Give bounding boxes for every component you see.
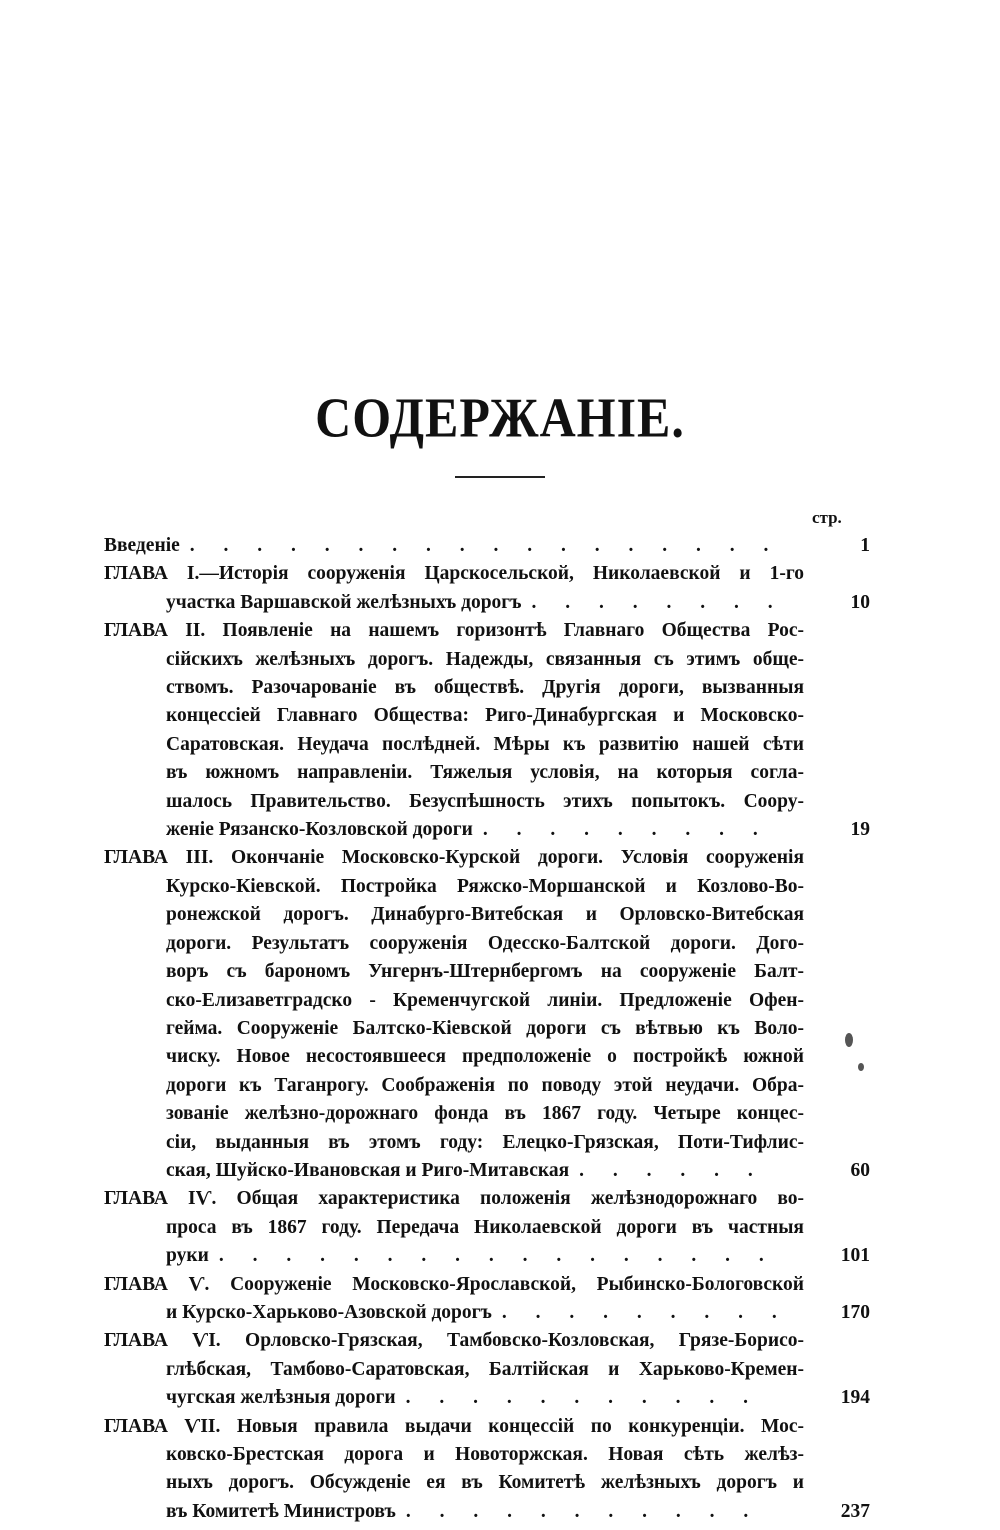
leader-dots (579, 1157, 776, 1185)
toc-entry-line: ковско-Брестская дорога и Новоторжская. Новая сѣть желѣз- (166, 1444, 804, 1465)
toc-entry-line: ская, Шуйско-Ивановская и Риго-Митавская (166, 1159, 570, 1181)
toc-page-number: 194 (840, 1387, 870, 1409)
leader-dots (219, 1242, 776, 1270)
toc-entry-line: воръ съ барономъ Унгернъ-Штернбергомъ на сооруженіе Балт- (166, 961, 804, 983)
leader-dots (502, 1299, 776, 1327)
toc-entry (104, 1327, 870, 1412)
toc-entry-line: ГЛАВА Ѵ. Сооруженіе Московско-Ярославской, Рыбинско-Бологовской (104, 1273, 804, 1295)
toc-entry (104, 1413, 870, 1527)
toc-entry-line: Саратовская. Неудача послѣдней. Мѣры къ развитію нашей сѣти (166, 733, 804, 755)
toc-entry (104, 532, 870, 560)
toc-entry-line: Курско-Кіевской. Постройка Ряжско-Моршанской и Козлово-Во- (166, 875, 804, 897)
leader-dots (190, 532, 776, 560)
leader-dots (406, 1498, 776, 1526)
toc-entry-line: ныхъ дорогъ. Обсужденіе ея въ Комитетѣ желѣзныхъ дорогъ и (166, 1472, 804, 1494)
toc-entry-line: дороги. Результатъ сооруженія Одесско-Балтской дороги. Дого- (166, 932, 804, 954)
toc-entry-line: чиску. Новое несостоявшееся предположеніе о постройкѣ южной (166, 1046, 804, 1068)
toc-entry-line: шалось Правительство. Безуспѣшность этихъ попытокъ. Соору- (166, 790, 804, 812)
toc-entry-line: руки (166, 1245, 209, 1267)
print-speck (845, 1033, 853, 1047)
toc-page-number: 19 (850, 819, 870, 841)
toc-entry-line: ГЛАВА ІІ. Появленіе на нашемъ горизонтѣ Главнаго Общества Рос- (104, 620, 804, 642)
toc-page-number: 101 (840, 1245, 870, 1267)
toc-entry-line: чугская желѣзныя дороги (166, 1387, 396, 1409)
toc-entry-line: ГЛАВА ІІІ. Окончаніе Московско-Курской дороги. Условія сооруженія (104, 847, 804, 869)
toc-entry (104, 1271, 870, 1328)
toc-entry-line: зованіе желѣзно-дорожнаго фонда въ 1867 году. Четыре концес- (166, 1103, 804, 1125)
toc-entry-line: проса въ 1867 году. Передача Николаевской дороги въ частныя (166, 1216, 804, 1238)
leader-dots (483, 816, 776, 844)
print-speck (858, 1063, 864, 1071)
toc-entry-line: въ южномъ направленіи. Тяжелыя условія, на которыя согла- (166, 762, 804, 784)
toc-entry-line: гейма. Сооруженіе Балтско-Кіевской дороги съ вѣтвью къ Воло- (166, 1017, 804, 1039)
leader-dots (532, 589, 776, 617)
toc-entry-line: ГЛАВА ѴІІ. Новыя правила выдачи концессій по конкуренціи. Мос- (104, 1415, 804, 1437)
table-of-contents (104, 532, 870, 1526)
toc-entry-line: ГЛАВА ѴІ. Орловско-Грязская, Тамбовско-Козловская, Грязе-Борисо- (104, 1330, 804, 1352)
page-column-label: стр. (812, 508, 842, 527)
toc-entry-line: участка Варшавской желѣзныхъ дорогъ (166, 591, 522, 613)
leader-dots (406, 1384, 776, 1412)
toc-entry-line: дороги къ Таганрогу. Соображенія по поводу этой неудачи. Обра- (166, 1074, 804, 1096)
toc-page-number: 237 (840, 1500, 870, 1522)
toc-page-number: 1 (860, 535, 870, 556)
toc-entry-line: сіи, выданныя въ этомъ году: Елецко-Грязская, Поти-Тифлис- (166, 1131, 804, 1153)
toc-entry-line: глѣбская, Тамбово-Саратовская, Балтійская и Харьково-Кремен- (166, 1358, 804, 1380)
toc-entry-line: въ Комитетѣ Министровъ (166, 1500, 396, 1522)
toc-entry-line: ствомъ. Разочарованіе въ обществѣ. Другія дороги, вызванныя (166, 677, 804, 699)
toc-entry (104, 1185, 870, 1270)
toc-entry-line: ГЛАВА І.—Исторія сооруженія Царскосельской, Николаевской и 1-го (104, 563, 804, 585)
toc-entry-line: сійскихъ желѣзныхъ дорогъ. Надежды, связанныя съ этимъ обще- (166, 648, 804, 670)
toc-entry-line: женіе Рязанско-Козловской дороги (166, 819, 473, 841)
toc-entry-line: ско-Елизаветградско - Кременчугской линіи. Предложеніе Офен- (166, 989, 804, 1011)
toc-page-number: 170 (840, 1301, 870, 1323)
title-divider (455, 476, 545, 478)
toc-entry-line: и Курско-Харьково-Азовской дорогъ (166, 1301, 492, 1323)
toc-page-number: 60 (850, 1159, 870, 1181)
toc-entry (104, 560, 870, 617)
toc-page-number: 10 (850, 591, 870, 613)
toc-entry-line: ГЛАВА ІѴ. Общая характеристика положенія желѣзнодорожнаго во- (104, 1188, 804, 1210)
toc-entry-line: ронежской дорогъ. Динабурго-Витебская и Орловско-Витебская (166, 904, 804, 926)
toc-entry (104, 617, 870, 844)
toc-entry-line: концессіей Главнаго Общества: Риго-Динабургская и Московско- (166, 705, 804, 727)
toc-entry-line: Введеніе (104, 535, 180, 556)
page-title: СОДЕРЖАНІЕ. (315, 386, 685, 449)
toc-entry (104, 844, 870, 1185)
